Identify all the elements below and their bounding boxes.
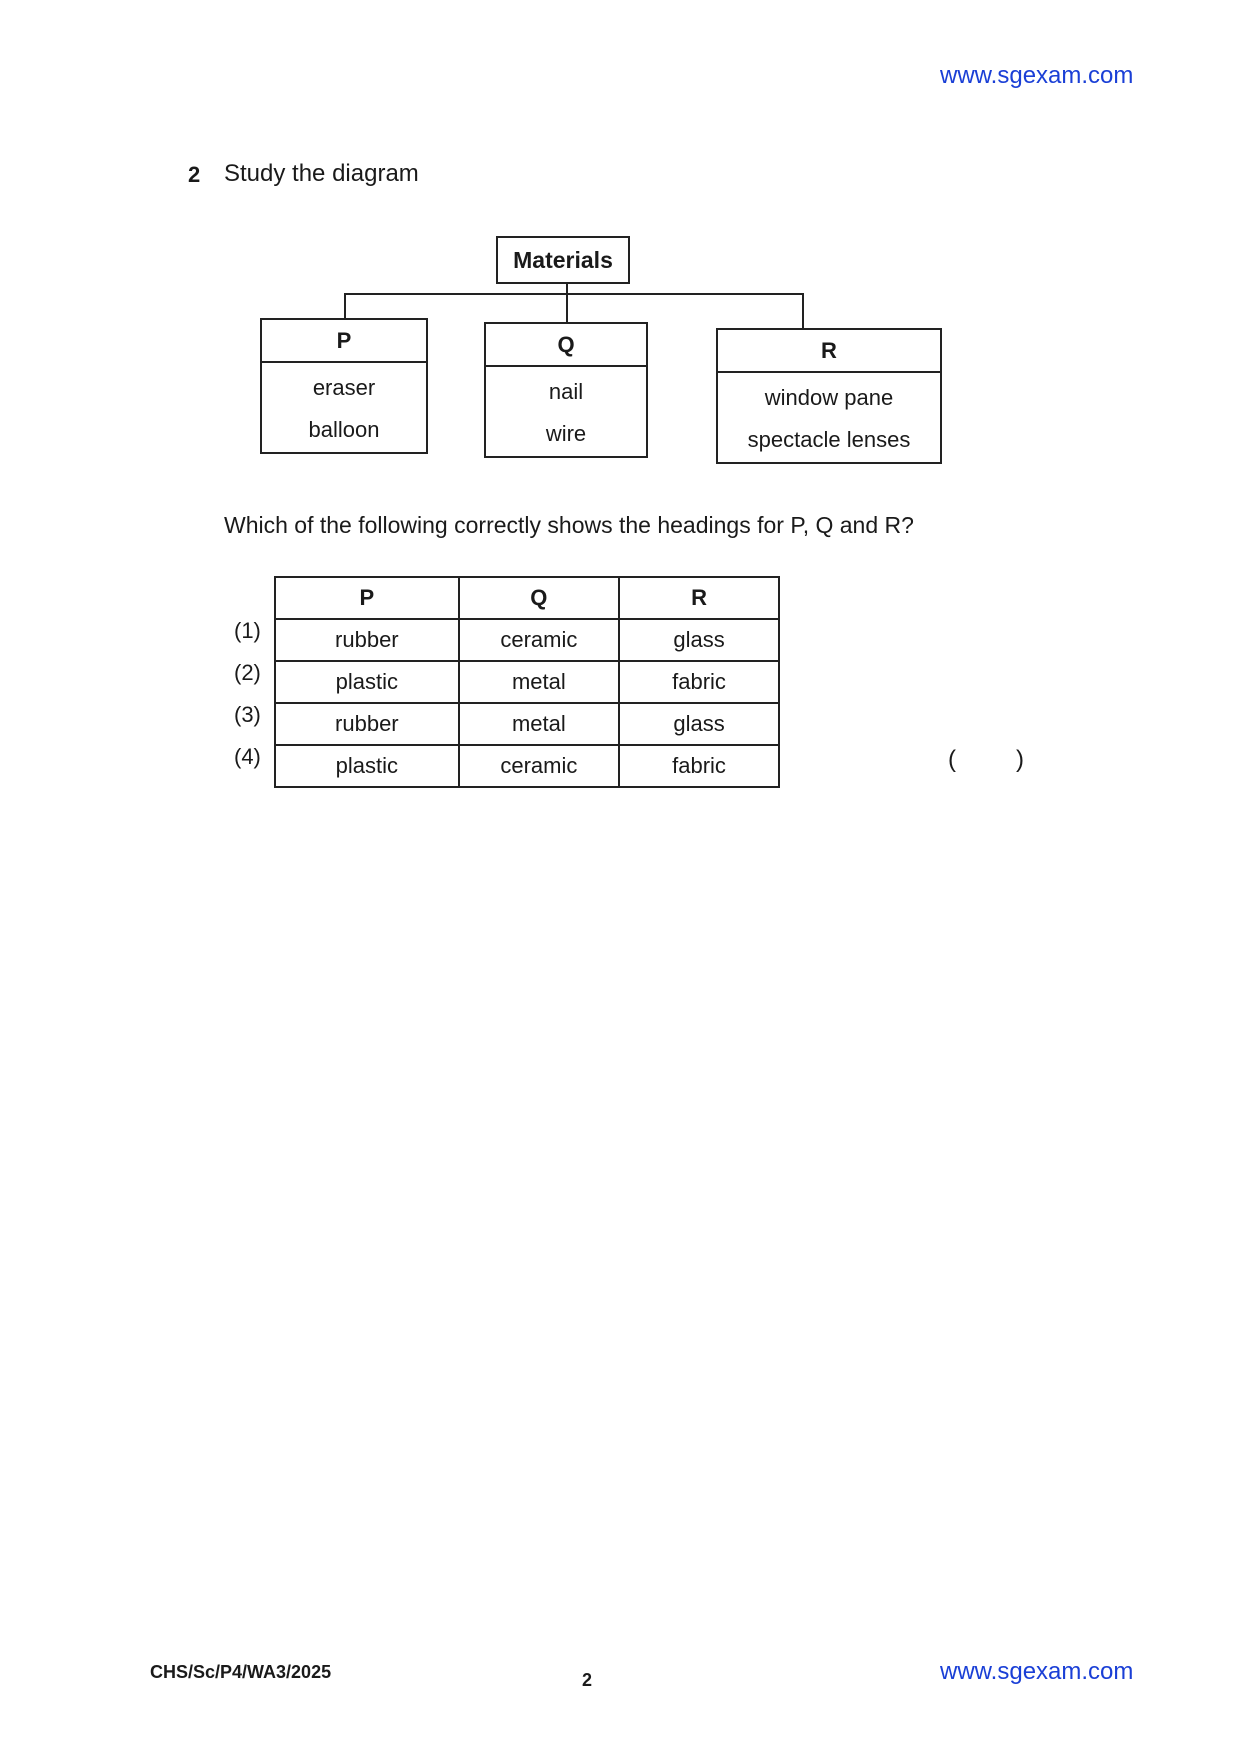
table-header-cell: P [275,577,459,619]
table-cell: glass [619,619,779,661]
table-cell: fabric [619,661,779,703]
diagram-box-p-item: eraser [312,375,376,400]
answer-bracket-close: ) [1016,746,1024,773]
diagram-box-p [260,318,428,454]
diagram-box-r-heading: R [718,330,940,373]
diagram-box-q-heading: Q [486,324,646,367]
table-cell: metal [459,661,619,703]
header-site-link[interactable]: www.sgexam.com [940,62,1134,89]
table-header-row [275,577,779,619]
table-cell: plastic [275,745,459,787]
option-label-4[interactable]: (4) [234,744,261,769]
diagram-box-q-item: nail [548,379,584,404]
page-number: 2 [582,1670,593,1690]
diagram-box-r-item: spectacle lenses [747,427,911,452]
table-row[interactable] [275,703,779,745]
table-header-cell: Q [459,577,619,619]
diagram-box-p-heading: P [262,320,426,363]
footer-paper-code: CHS/Sc/P4/WA3/2025 [150,1662,332,1682]
diagram-box-r-item: window pane [764,385,894,410]
answer-box[interactable] [948,746,1024,776]
footer-site-link[interactable]: www.sgexam.com [940,1658,1134,1685]
table-cell: fabric [619,745,779,787]
diagram-root-box [496,236,630,284]
options-table [274,576,780,788]
answer-bracket-open: ( [948,746,956,773]
diagram-box-p-item: balloon [308,417,380,442]
diagram-box-q [484,322,648,458]
connector-to-r [802,293,804,329]
option-label-2[interactable]: (2) [234,660,261,685]
connector-to-p [344,293,346,319]
table-cell: glass [619,703,779,745]
table-row[interactable] [275,661,779,703]
table-cell: rubber [275,703,459,745]
diagram-root-label: Materials [513,247,613,273]
question-followup: Which of the following correctly shows the headings for P, Q and R? [224,512,914,538]
table-row[interactable] [275,619,779,661]
table-row[interactable] [275,745,779,787]
table-cell: plastic [275,661,459,703]
table-header-cell: R [619,577,779,619]
question-number: 2 [188,162,201,187]
connector-horizontal [344,293,804,295]
table-cell: ceramic [459,745,619,787]
diagram-box-r [716,328,942,464]
table-cell: ceramic [459,619,619,661]
question-prompt: Study the diagram [224,160,419,187]
diagram-box-q-item: wire [545,421,587,446]
option-label-1[interactable]: (1) [234,618,261,643]
table-cell: rubber [275,619,459,661]
table-cell: metal [459,703,619,745]
option-label-3[interactable]: (3) [234,702,261,727]
connector-to-q [566,293,568,323]
